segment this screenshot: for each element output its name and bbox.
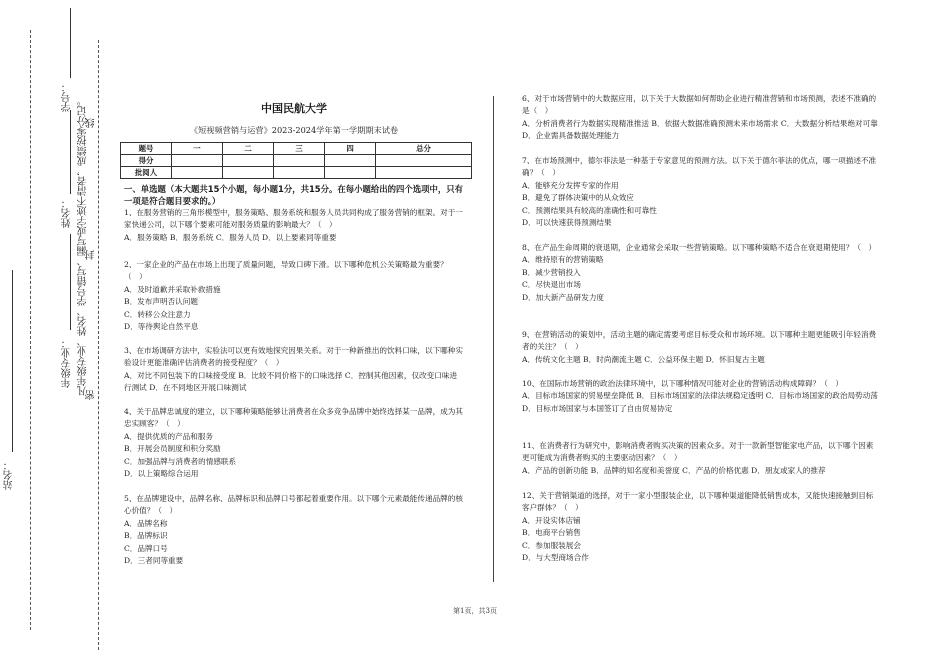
question-option[interactable]: B．开展会员制度和积分奖励: [124, 444, 221, 454]
score-col-header: 总分: [376, 143, 472, 155]
student-id-underline: [70, 8, 71, 78]
question-option[interactable]: B．发布声明否认问题: [124, 297, 198, 307]
question-option[interactable]: A．维持原有的营销策略: [522, 255, 604, 265]
name-underline: [70, 110, 71, 194]
question-option[interactable]: C．加强品牌与消费者的情感联系: [124, 456, 237, 466]
question-stem: 11、在消费者行为研究中，影响消费者购买决策的因素众多。对于一款新型智能家电产品，以下哪个因素更可能成为消费者购买的主要驱动因素？（ ）: [522, 441, 874, 463]
question-7: [522, 155, 878, 229]
station-label: 站名：: [4, 460, 15, 490]
question-stem: 4、关于品牌忠诚度的建立，以下哪种策略能够让消费者在众多竞争品牌中始终选择某一品牌，成为其忠实顾客？（ ）: [124, 407, 463, 429]
question-stem: 5、在品牌建设中，品牌名称、品牌标识和品牌口号都起着重要作用。以下哪个元素最能传递品牌的核心价值？（ ）: [124, 494, 463, 516]
score-table: [120, 142, 472, 179]
question-option[interactable]: A．传统文化主题 B．时尚潮流主题 C．公益环保主题 D．怀旧复古主题: [522, 354, 765, 364]
question-option[interactable]: C．转移公众注意力: [124, 309, 191, 319]
question-option[interactable]: A．开设实体店铺: [522, 515, 581, 525]
question-stem: 6、对于市场营销中的大数据应用，以下关于大数据如何帮助企业进行精准营销和市场预测，表述不准确的是（ ）: [522, 94, 877, 116]
page-footer: 第1页，共3页: [453, 607, 497, 615]
question-option[interactable]: A．产品的创新功能 B．品牌的知名度和美誉度 C．产品的价格优惠 D．朋友或家人的推荐: [522, 465, 826, 475]
question-option[interactable]: D．可以快速获得预测结果: [522, 218, 612, 228]
score-cell[interactable]: [376, 155, 472, 167]
question-12: [522, 490, 878, 564]
binding-margin: [0, 0, 110, 672]
question-3: [124, 345, 464, 395]
question-stem: 9、在营销活动的策划中，活动主题的确定需要考虑目标受众和市场环境。以下哪种主题更能吸引年轻消费者的关注？（ ）: [522, 330, 877, 352]
seal-notice: 凡年级专业、姓名、学号错写、漏写或字迹不清者，成绩按零分记。: [78, 96, 89, 396]
grade-major-label: 年级专业：: [62, 338, 73, 388]
score-table-row: [121, 167, 472, 179]
seal-xian: 线: [86, 118, 97, 128]
question-option[interactable]: C．品牌口号: [124, 543, 168, 553]
question-2: [124, 259, 464, 333]
seal-mi: 密: [86, 390, 97, 400]
score-col-header: 三: [274, 143, 325, 155]
question-4: [124, 406, 464, 480]
question-6: [522, 93, 878, 143]
score-row-label: 批阅人: [121, 167, 172, 179]
exam-subtitle: 《短视频营销与运营》2023-2024学年第一学期期末试卷: [189, 125, 399, 135]
column-divider: [493, 96, 494, 582]
station-underline: [12, 270, 13, 452]
score-cell[interactable]: [325, 155, 376, 167]
question-10: [522, 378, 878, 415]
score-col-header: 四: [325, 143, 376, 155]
question-stem: 10、在国际市场营销的政治法律环境中，以下哪种情况可能对企业的营销活动构成障碍？（ ）: [522, 379, 844, 388]
score-cell[interactable]: [172, 167, 223, 179]
question-stem: 2、一家企业的产品在市场上出现了质量问题，导致口碑下滑。以下哪种危机公关策略最为重要？（ ）: [124, 260, 448, 282]
question-option[interactable]: A．分析消费者行为数据实现精准推送 B．依据大数据准确预测未来市场需求 C．大数据分析结果绝对可靠 D．企业需具备数据处理能力: [522, 118, 878, 141]
score-cell[interactable]: [376, 167, 472, 179]
question-option[interactable]: A．目标市场国家的贸易壁垒降低 B．目标市场国家的法律法规稳定透明 C．目标市场国家的政治局势动荡 D．目标市场国家与本国签订了自由贸易协定: [522, 391, 878, 413]
grade-major-underline: [70, 234, 71, 330]
score-row-label: 得分: [121, 155, 172, 167]
score-col-header: 一: [172, 143, 223, 155]
question-option[interactable]: D．加大新产品研发力度: [522, 292, 605, 302]
score-table-header-row: [121, 143, 472, 155]
score-col-header: 题号: [121, 143, 172, 155]
score-cell[interactable]: [172, 155, 223, 167]
student-id-label: 学号：: [62, 82, 73, 112]
name-label: 姓名：: [62, 198, 73, 228]
question-option[interactable]: D．等待舆论自然平息: [124, 322, 199, 332]
question-option[interactable]: B．品牌标识: [124, 531, 168, 541]
question-5: [124, 493, 464, 567]
question-option[interactable]: C．参加服装展会: [522, 540, 581, 550]
question-stem: 8、在产品生命周期的衰退期，企业通常会采取一些营销策略。以下哪种策略不适合在衰退期使用？（ ）: [522, 243, 877, 252]
question-option[interactable]: C．预测结果具有较高的准确性和可靠性: [522, 205, 657, 215]
question-11: [522, 440, 878, 477]
question-option[interactable]: A．品牌名称: [124, 518, 168, 528]
question-stem: 7、在市场预测中，德尔菲法是一种基于专家意见的预测方法。以下关于德尔菲法的优点，哪一项描述不准确？（ ）: [522, 156, 877, 178]
question-option[interactable]: A．能够充分发挥专家的作用: [522, 180, 619, 190]
score-cell[interactable]: [325, 167, 376, 179]
score-cell[interactable]: [223, 167, 274, 179]
question-option[interactable]: A．服务策略 B．服务系统 C．服务人员 D．以上要素同等重要: [124, 232, 337, 242]
dashed-seal-line-inner: [30, 30, 31, 630]
question-option[interactable]: D．三者同等重要: [124, 556, 184, 566]
score-table-row: [121, 155, 472, 167]
seal-feng: 封: [86, 250, 97, 260]
score-cell[interactable]: [274, 167, 325, 179]
score-cell[interactable]: [223, 155, 274, 167]
question-8: [522, 242, 876, 304]
university-title: 中国民航大学: [261, 102, 327, 115]
score-cell[interactable]: [274, 155, 325, 167]
question-option[interactable]: C．尽快退出市场: [522, 280, 581, 290]
dashed-seal-line: [98, 40, 99, 650]
question-option[interactable]: D．以上策略综合运用: [124, 469, 199, 479]
question-stem: 12、关于营销渠道的选择，对于一家小型服装企业，以下哪种渠道能降低销售成本，又能快速接触到目标客户群体？（ ）: [522, 491, 874, 513]
section-title: 一、单选题（本大题共15个小题，每小题1分，共15分。在每小题给出的四个选项中，只有一项是符合题目要求的。）: [124, 184, 464, 206]
question-option[interactable]: A．及时道歉并采取补救措施: [124, 284, 221, 294]
question-option[interactable]: A．对比不同包装下的口味接受度 B．比较不同价格下的口味选择 C．控制其他因素，仅改变口味进行测试 D．在不同地区开展口味测试: [124, 370, 458, 393]
question-option[interactable]: B．电商平台销售: [522, 528, 581, 538]
question-9: [522, 329, 878, 366]
question-1: [124, 207, 464, 244]
question-option[interactable]: B．减少营销投入: [522, 267, 581, 277]
question-option[interactable]: A．提供优质的产品和服务: [124, 431, 214, 441]
question-stem: 1、在服务营销的三角形模型中，服务策略、服务系统和服务人员共同构成了服务营销的框架。对于一家快递公司，以下哪个要素可能对服务质量的影响最大？（ ）: [124, 208, 463, 230]
score-col-header: 二: [223, 143, 274, 155]
question-stem: 3、在市场调研方法中，实验法可以更有效地探究因果关系。对于一种新推出的饮料口味，以下哪种实验设计更能准确评估消费者的接受程度？（ ）: [124, 346, 463, 368]
question-option[interactable]: D．与大型商场合作: [522, 553, 589, 563]
question-option[interactable]: B．避免了群体决策中的从众效应: [522, 193, 634, 203]
